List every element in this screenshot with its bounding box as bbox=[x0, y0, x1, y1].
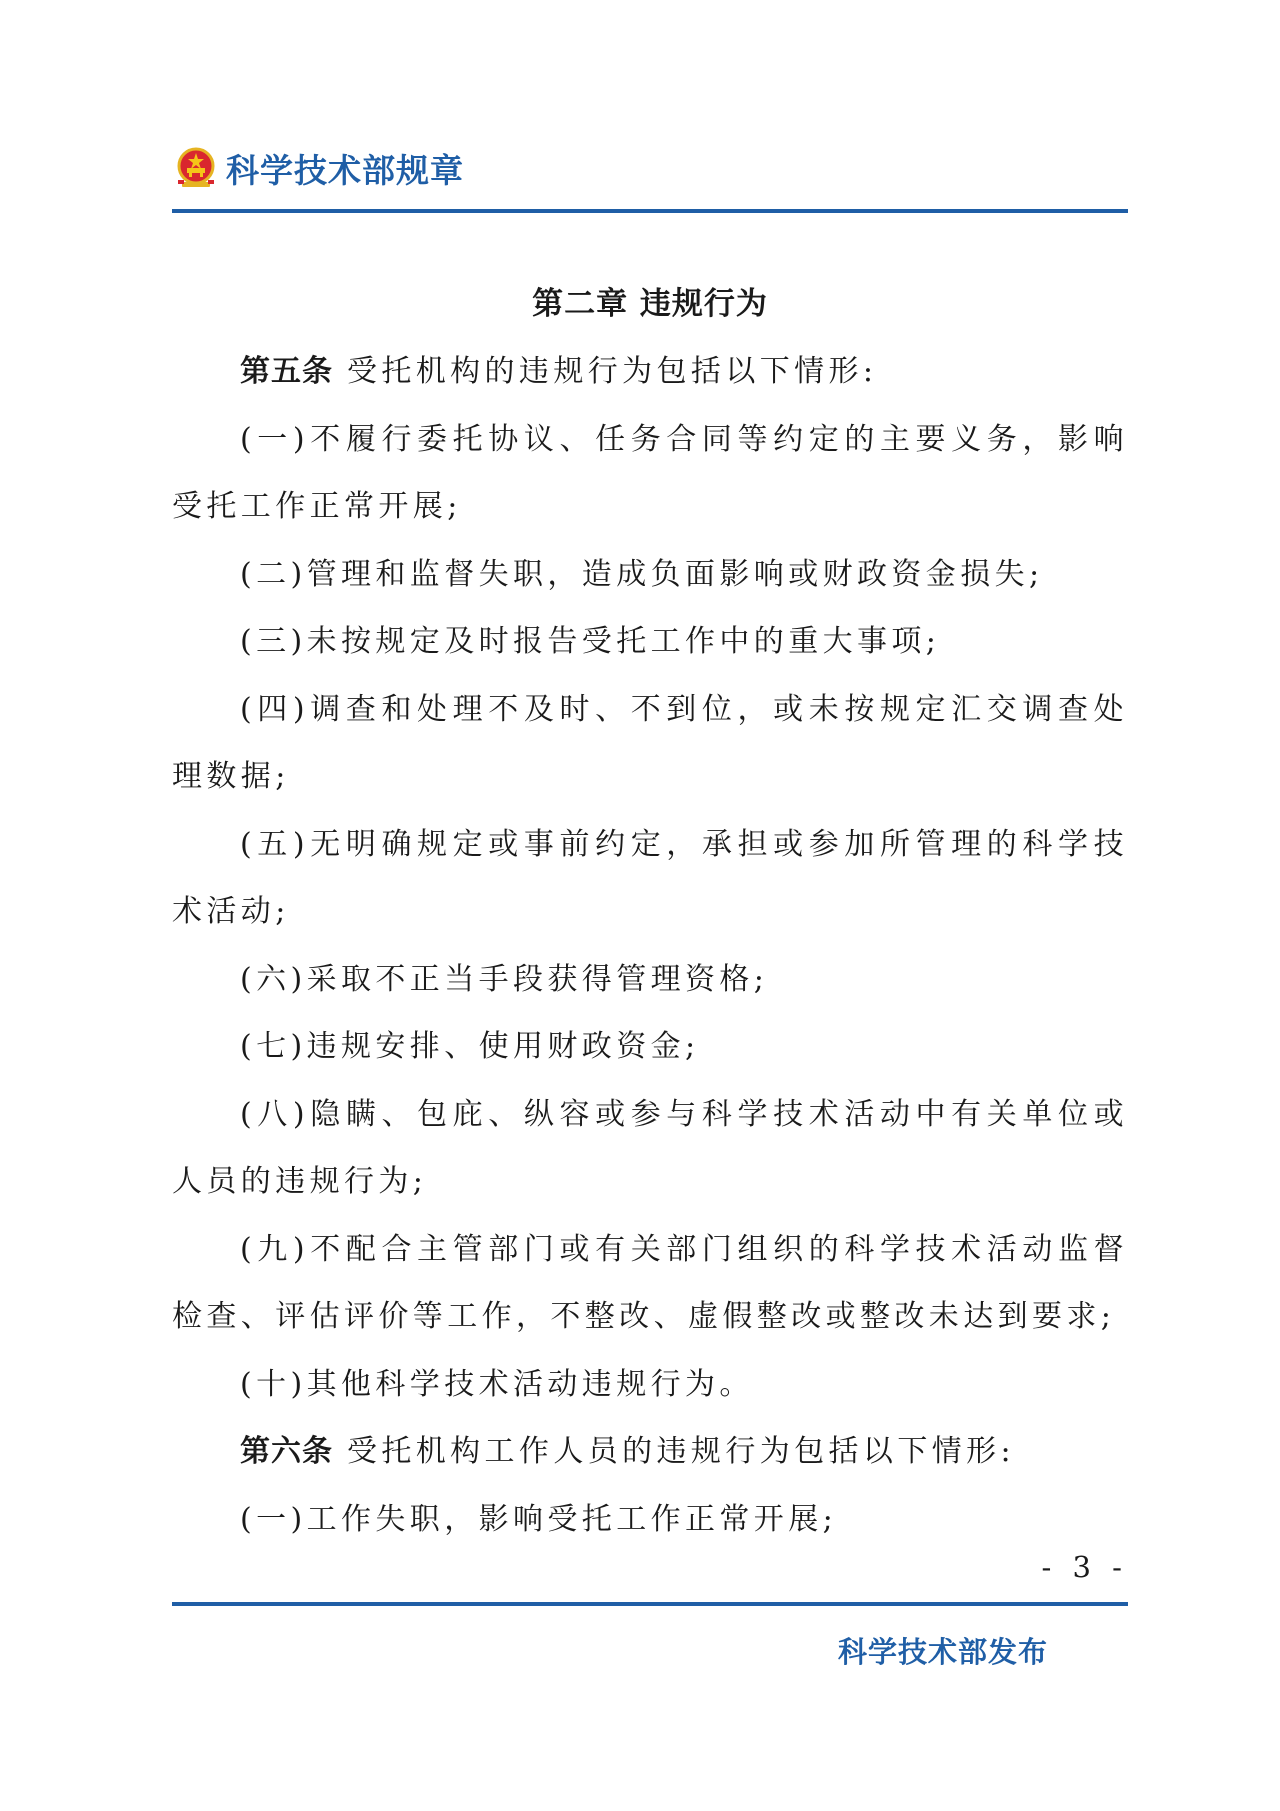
article-5-item: (十)其他科学技术活动违规行为。 bbox=[240, 1366, 754, 1402]
chapter-title: 第二章 违规行为 bbox=[532, 286, 768, 322]
article-5-intro bbox=[172, 338, 1128, 406]
article-5-item: (一)不履行委托协议、任务合同等约定的主要义务，影响受托工作正常开展; bbox=[172, 421, 1128, 524]
page-header bbox=[172, 140, 464, 196]
document-body bbox=[172, 270, 1128, 1553]
article-5-item: (七)违规安排、使用财政资金; bbox=[240, 1029, 700, 1064]
article-6-item: (一)工作失职，影响受托工作正常开展; bbox=[240, 1501, 838, 1537]
article-5-item: (五)无明确规定或事前约定，承担或参加所管理的科学技术活动; bbox=[172, 826, 1128, 929]
article-5-label: 第五条 bbox=[240, 354, 333, 389]
article-5-item: (八)隐瞒、包庇、纵容或参与科学技术活动中有关单位或人员的违规行为; bbox=[172, 1096, 1128, 1199]
header-title: 科学技术部规章 bbox=[226, 150, 464, 190]
footer-publisher: 科学技术部发布 bbox=[838, 1635, 1049, 1669]
page-number: - 3 - bbox=[1041, 1550, 1128, 1584]
article-5-item: (九)不配合主管部门或有关部门组织的科学技术活动监督检查、评估评价等工作，不整改、虚假整改或整改未达到要求; bbox=[172, 1231, 1128, 1334]
article-5-item: (六)采取不正当手段获得管理资格; bbox=[240, 961, 769, 997]
header-rule bbox=[172, 209, 1128, 213]
article-5-intro-text: 受托机构的违规行为包括以下情形: bbox=[346, 354, 878, 389]
article-6-intro bbox=[172, 1418, 1128, 1486]
footer-rule bbox=[172, 1602, 1128, 1606]
article-5-item: (二)管理和监督失职，造成负面影响或财政资金损失; bbox=[240, 556, 1044, 592]
article-6-label: 第六条 bbox=[240, 1434, 333, 1469]
article-6-intro-text: 受托机构工作人员的违规行为包括以下情形: bbox=[346, 1434, 1016, 1469]
national-emblem-icon bbox=[172, 144, 220, 192]
article-5-item: (四)调查和处理不及时、不到位，或未按规定汇交调查处理数据; bbox=[172, 691, 1128, 794]
article-5-item: (三)未按规定及时报告受托工作中的重大事项; bbox=[240, 624, 941, 659]
